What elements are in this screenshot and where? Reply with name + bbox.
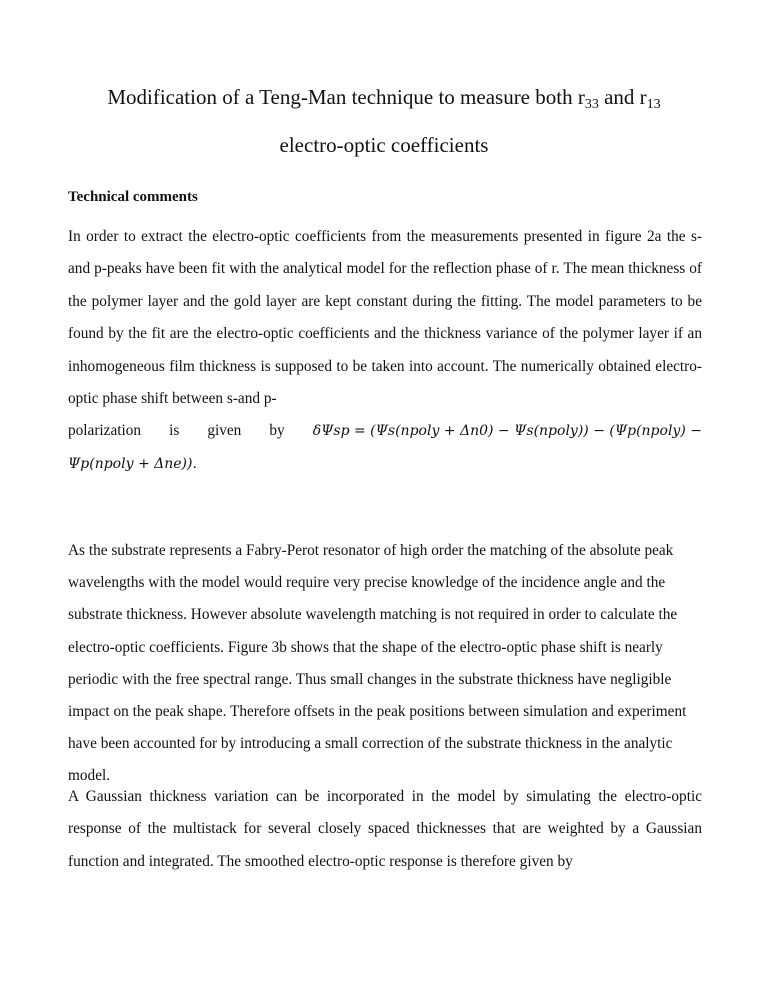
eq-word-is: is (169, 422, 180, 440)
eq-word-polarization: polarization (68, 422, 142, 440)
phase-shift-equation-part-1: δΨsp = (Ψs(npoly + Δn0) − Ψs(npoly)) − (Ψp(npoly) − (312, 423, 702, 440)
subscript-13: 13 (646, 97, 661, 112)
subscript-33: 33 (584, 97, 599, 112)
paragraph-1-text: In order to extract the electro-optic coefficients from the measurements presented in figure 2a the s- and p-peaks have been fit with the analytical model for the reflection phase of r. The mean thickness of the polymer layer and the gold layer are kept constant during the fitting. The model parameters to be found by the fit are the electro-optic coefficients and the thickness variance of the polymer layer if an inhomogeneous film thickness is supposed to be taken into account. The numerically obtained electro-optic phase shift between s-and p- (68, 228, 702, 408)
eq-word-given: given (207, 422, 242, 440)
eq-word-by: by (269, 422, 285, 440)
paper-title-line-2: electro-optic coefficients (279, 133, 489, 157)
phase-shift-equation-part-2: Ψp(npoly + Δne)). (68, 455, 197, 472)
equation-line (68, 415, 702, 447)
section-heading: Technical comments (68, 189, 198, 205)
paragraph-gaussian-thickness: A Gaussian thickness variation can be incorporated in the model by simulating the electro-optic response of the multistack for several closely spaced thicknesses that are weighted by a Gaussian function and integrated. The smoothed electro-optic response is therefore given by (68, 788, 702, 870)
paragraph-technical-comments (68, 221, 702, 480)
paragraph-substrate-fabry-perot: As the substrate represents a Fabry-Perot resonator of high order the matching of the absolute peak wavelengths with the model would require very precise knowledge of the incidence angle and the substrate thickness. However absolute wavelength matching is not required in order to calculate the electro-optic coefficients. Figure 3b shows that the shape of the electro-optic phase shift is nearly periodic with the free spectral range. Thus small changes in the substrate thickness have negligible impact on the peak shape. Therefore offsets in the peak positions between simulation and experiment have been accounted for by introducing a small correction of the substrate thickness in the analytic model. (68, 542, 687, 785)
paper-title-line-1: Modification of a Teng-Man technique to measure both $r_{33}$ and $r_{13}$ (107, 85, 661, 112)
